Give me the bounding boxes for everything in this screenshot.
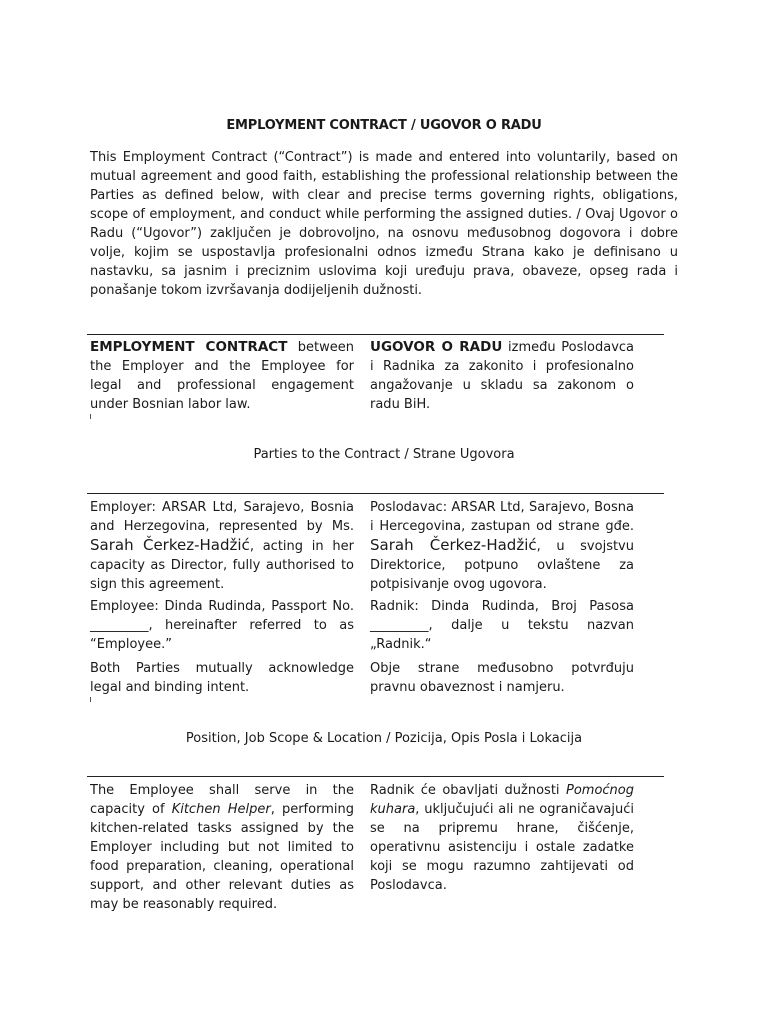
contract-head-en: EMPLOYMENT CONTRACT	[90, 339, 288, 355]
employee-en: Employee: Dinda Rudinda, Passport No. _________, hereinafter referred to as “Employee.”	[90, 599, 354, 652]
contract-text-bs: između Poslodavca i Radnika za zakonito i profesionalno angažovanje u skladu sa zakonom o radu BiH.	[370, 340, 634, 412]
employer-en-text: Employer: ARSAR Ltd, Sarajevo, Bosnia and Herzegovina, represented by Ms.	[90, 500, 354, 534]
contract-summary-en	[90, 338, 354, 414]
contract-summary-bs	[370, 338, 634, 414]
table-end-mark	[90, 414, 91, 419]
employer-rep-name-bs: Sarah Čerkez-Hadžić	[370, 536, 537, 554]
position-en-text: The Employee shall serve in the capacity of	[90, 783, 354, 817]
employer-bs	[370, 498, 634, 594]
position-en-text-b: , performing kitchen-related tasks assigned by the Employer including but not limited to food preparation, cleaning, operational support, and other relevant duties as may be reasonably required.	[90, 802, 354, 912]
mutual-ack-bs: Obje strane međusobno potvrđuju pravnu obaveznost i namjeru.	[370, 661, 634, 695]
contract-head-bs: UGOVOR O RADU	[370, 339, 503, 355]
mutual-ack-en: Both Parties mutually acknowledge legal and binding intent.	[90, 661, 354, 695]
employer-bs-text: Poslodavac: ARSAR Ltd, Sarajevo, Bosna i Hercegovina, zastupan od strane gđe.	[370, 500, 634, 534]
role-title-bs: Pomoćnog kuhara	[370, 783, 634, 817]
position-en	[90, 781, 354, 914]
intro-paragraph: This Employment Contract (“Contract”) is made and entered into voluntarily, based on mutual agreement and good faith, establishing the professional relationship between the Parties as defined below, with clear and precise terms governing rights, obligations, scope of employment, and conduct while performing the assigned duties. / Ovaj Ugovor o Radu (“Ugovor”) zaključen je dobrovoljno, na osnovu međusobnog dogovora i dobre volje, kojim se uspostavlja profesionalni odnos između Strana kako je definisano u nastavku, sa jasnim i preciznim uslovima koji uređuju prava, obaveze, opseg rada i ponašanje tokom izvršavanja dodijeljenih dužnosti.	[90, 150, 678, 298]
table-rule	[87, 493, 664, 494]
position-section-title: Position, Job Scope & Location / Pozicija, Opis Posla i Lokacija	[185, 731, 583, 746]
table-end-mark	[90, 697, 91, 702]
employer-en	[90, 498, 354, 594]
employer-rep-name-en: Sarah Čerkez-Hadžić	[90, 536, 250, 554]
employer-en-text-b: , acting in her capacity as Director, fully authorised to sign this agreement.	[90, 539, 354, 592]
table-rule	[87, 776, 664, 777]
employer-bs-text-b: , u svojstvu Direktorice, potpuno ovlaštene za potpisivanje ovog ugovora.	[370, 539, 634, 592]
parties-section-title: Parties to the Contract / Strane Ugovora	[253, 447, 515, 462]
position-bs-text-b: , uključujući ali ne ograničavajući se na pripremu hrane, čišćenje, operativnu asistenciju i ostale zadatke koji se mogu razumno zahtijevati od Poslodavca.	[370, 802, 634, 893]
role-title-en: Kitchen Helper	[171, 802, 271, 817]
position-bs-text: Radnik će obavljati dužnosti	[370, 783, 566, 798]
employee-bs: Radnik: Dinda Rudinda, Broj Pasosa _________, dalje u tekstu nazvan „Radnik.“	[370, 599, 634, 652]
position-bs	[370, 781, 634, 895]
contract-text-en: between the Employer and the Employee for legal and professional engagement under Bosnian labor law.	[90, 340, 354, 412]
table-rule	[87, 334, 664, 335]
document-title: EMPLOYMENT CONTRACT / UGOVOR O RADU	[226, 118, 542, 133]
